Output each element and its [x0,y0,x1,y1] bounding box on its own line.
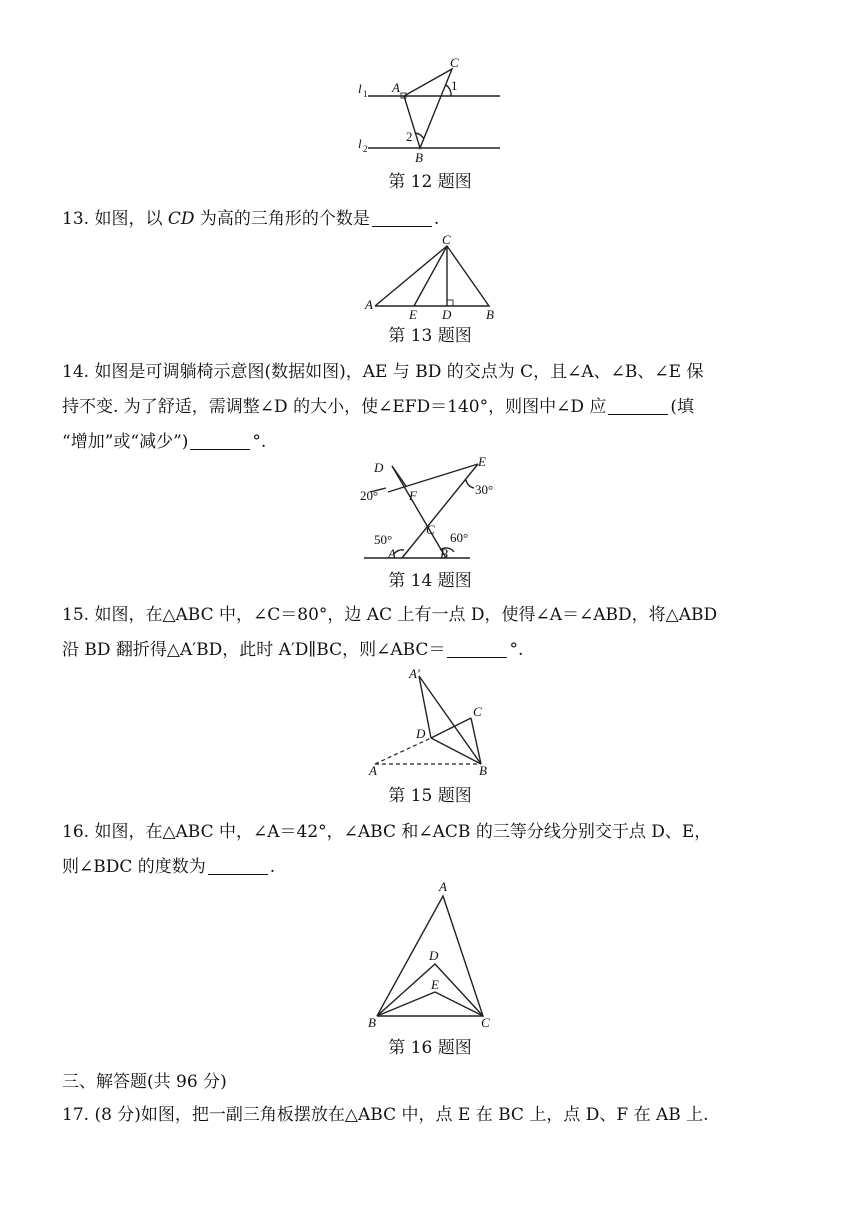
fig12-label-l2: l [358,136,362,151]
fig16-label-A: A [439,879,447,894]
fig14-label-60: 60° [450,530,469,545]
q14-answer-blank-1[interactable] [608,397,668,415]
fig16-label-C: C [481,1015,490,1030]
figure-13 [365,232,505,322]
fig12-label-l1-sub: 1 [363,89,368,99]
q16-line2 [62,856,275,878]
q13-text-post: 为高的三角形的个数是 [194,209,370,229]
fig13-label-A: A [365,297,373,312]
fig14-label-50: 50° [374,532,393,547]
fig16-label-B: B [368,1015,376,1030]
section-3-heading: 三、解答题(共 96 分) [62,1072,227,1092]
fig12-label-A: A [392,80,400,95]
fig12-caption: 第 12 题图 [388,172,472,192]
figure-14 [358,454,508,566]
figure-15 [365,668,500,778]
fig12-label-C: C [450,55,459,70]
q14-line2-pre: 持不变. 为了舒适，需调整∠D 的大小，使∠EFD＝140°，则图中∠D 应 [62,397,607,417]
q15-line2 [62,639,523,661]
fig15-label-C: C [473,704,482,719]
fig16-label-D: D [429,948,439,963]
fig15-label-Ap: A′ [409,666,420,681]
q14-line3-post: °. [252,432,267,452]
q14-answer-blank-2[interactable] [190,432,250,450]
fig13-label-C: C [442,232,451,247]
fig15-label-A: A [369,763,377,778]
fig12-label-2: 2 [406,129,413,144]
fig12-label-1: 1 [451,78,458,93]
fig12-label-B: B [415,150,423,165]
q14-line3-pre: “增加”或“减少”) [62,432,189,452]
q14-line1: 14. 如图是可调躺椅示意图(数据如图)，AE 与 BD 的交点为 C，且∠A、∠B、∠E 保 [62,362,704,382]
q14-line2 [62,396,694,418]
q16-line1: 16. 如图，在△ABC 中，∠A＝42°，∠ABC 和∠ACB 的三等分线分别交于点 D、E， [62,822,712,842]
q13-text-pre: 13. 如图，以 [62,209,168,229]
fig13-label-E: E [409,307,417,322]
fig15-label-B: B [479,763,487,778]
q14-line3 [62,431,266,453]
fig14-label-E: E [478,454,486,469]
fig15-label-D: D [416,726,426,741]
q13-answer-blank[interactable] [372,209,432,227]
fig14-label-C: C [426,522,435,537]
fig14-label-B: B [440,546,448,561]
figure-12 [350,55,510,167]
fig13-caption: 第 13 题图 [388,326,472,346]
fig14-label-F: F [409,488,417,503]
fig14-label-D: D [374,460,384,475]
fig13-label-D: D [442,307,452,322]
q13-text-cd: CD [167,209,195,229]
figure-16 [365,878,500,1030]
q17-line1: 17. (8 分)如图，把一副三角板摆放在△ABC 中，点 E 在 BC 上，点 D、F 在 AB 上. [62,1105,709,1125]
fig12-label-l1: l [358,81,362,96]
q14-line2-post: (填 [670,397,695,417]
q16-answer-blank[interactable] [208,857,268,875]
fig14-label-A: A [388,546,396,561]
q16-line2-pre: 则∠BDC 的度数为 [62,857,206,877]
q15-line1: 15. 如图，在△ABC 中，∠C＝80°，边 AC 上有一点 D，使得∠A＝∠ABD，将△ABD [62,605,718,625]
fig16-caption: 第 16 题图 [388,1038,472,1058]
fig14-label-20: 20° [360,488,379,503]
fig14-caption: 第 14 题图 [388,571,472,591]
q15-line2-post: °. [509,640,524,660]
fig12-label-l2-sub: 2 [363,144,368,154]
q15-answer-blank[interactable] [447,640,507,658]
fig15-caption: 第 15 题图 [388,786,472,806]
fig14-label-30: 30° [475,482,494,497]
q13-text [62,208,439,230]
fig13-label-B: B [486,307,494,322]
q13-text-end: . [433,209,440,229]
fig16-label-E: E [431,977,439,992]
q15-line2-pre: 沿 BD 翻折得△A′BD，此时 A′D∥BC，则∠ABC＝ [62,640,446,660]
q16-line2-post: . [269,857,276,877]
